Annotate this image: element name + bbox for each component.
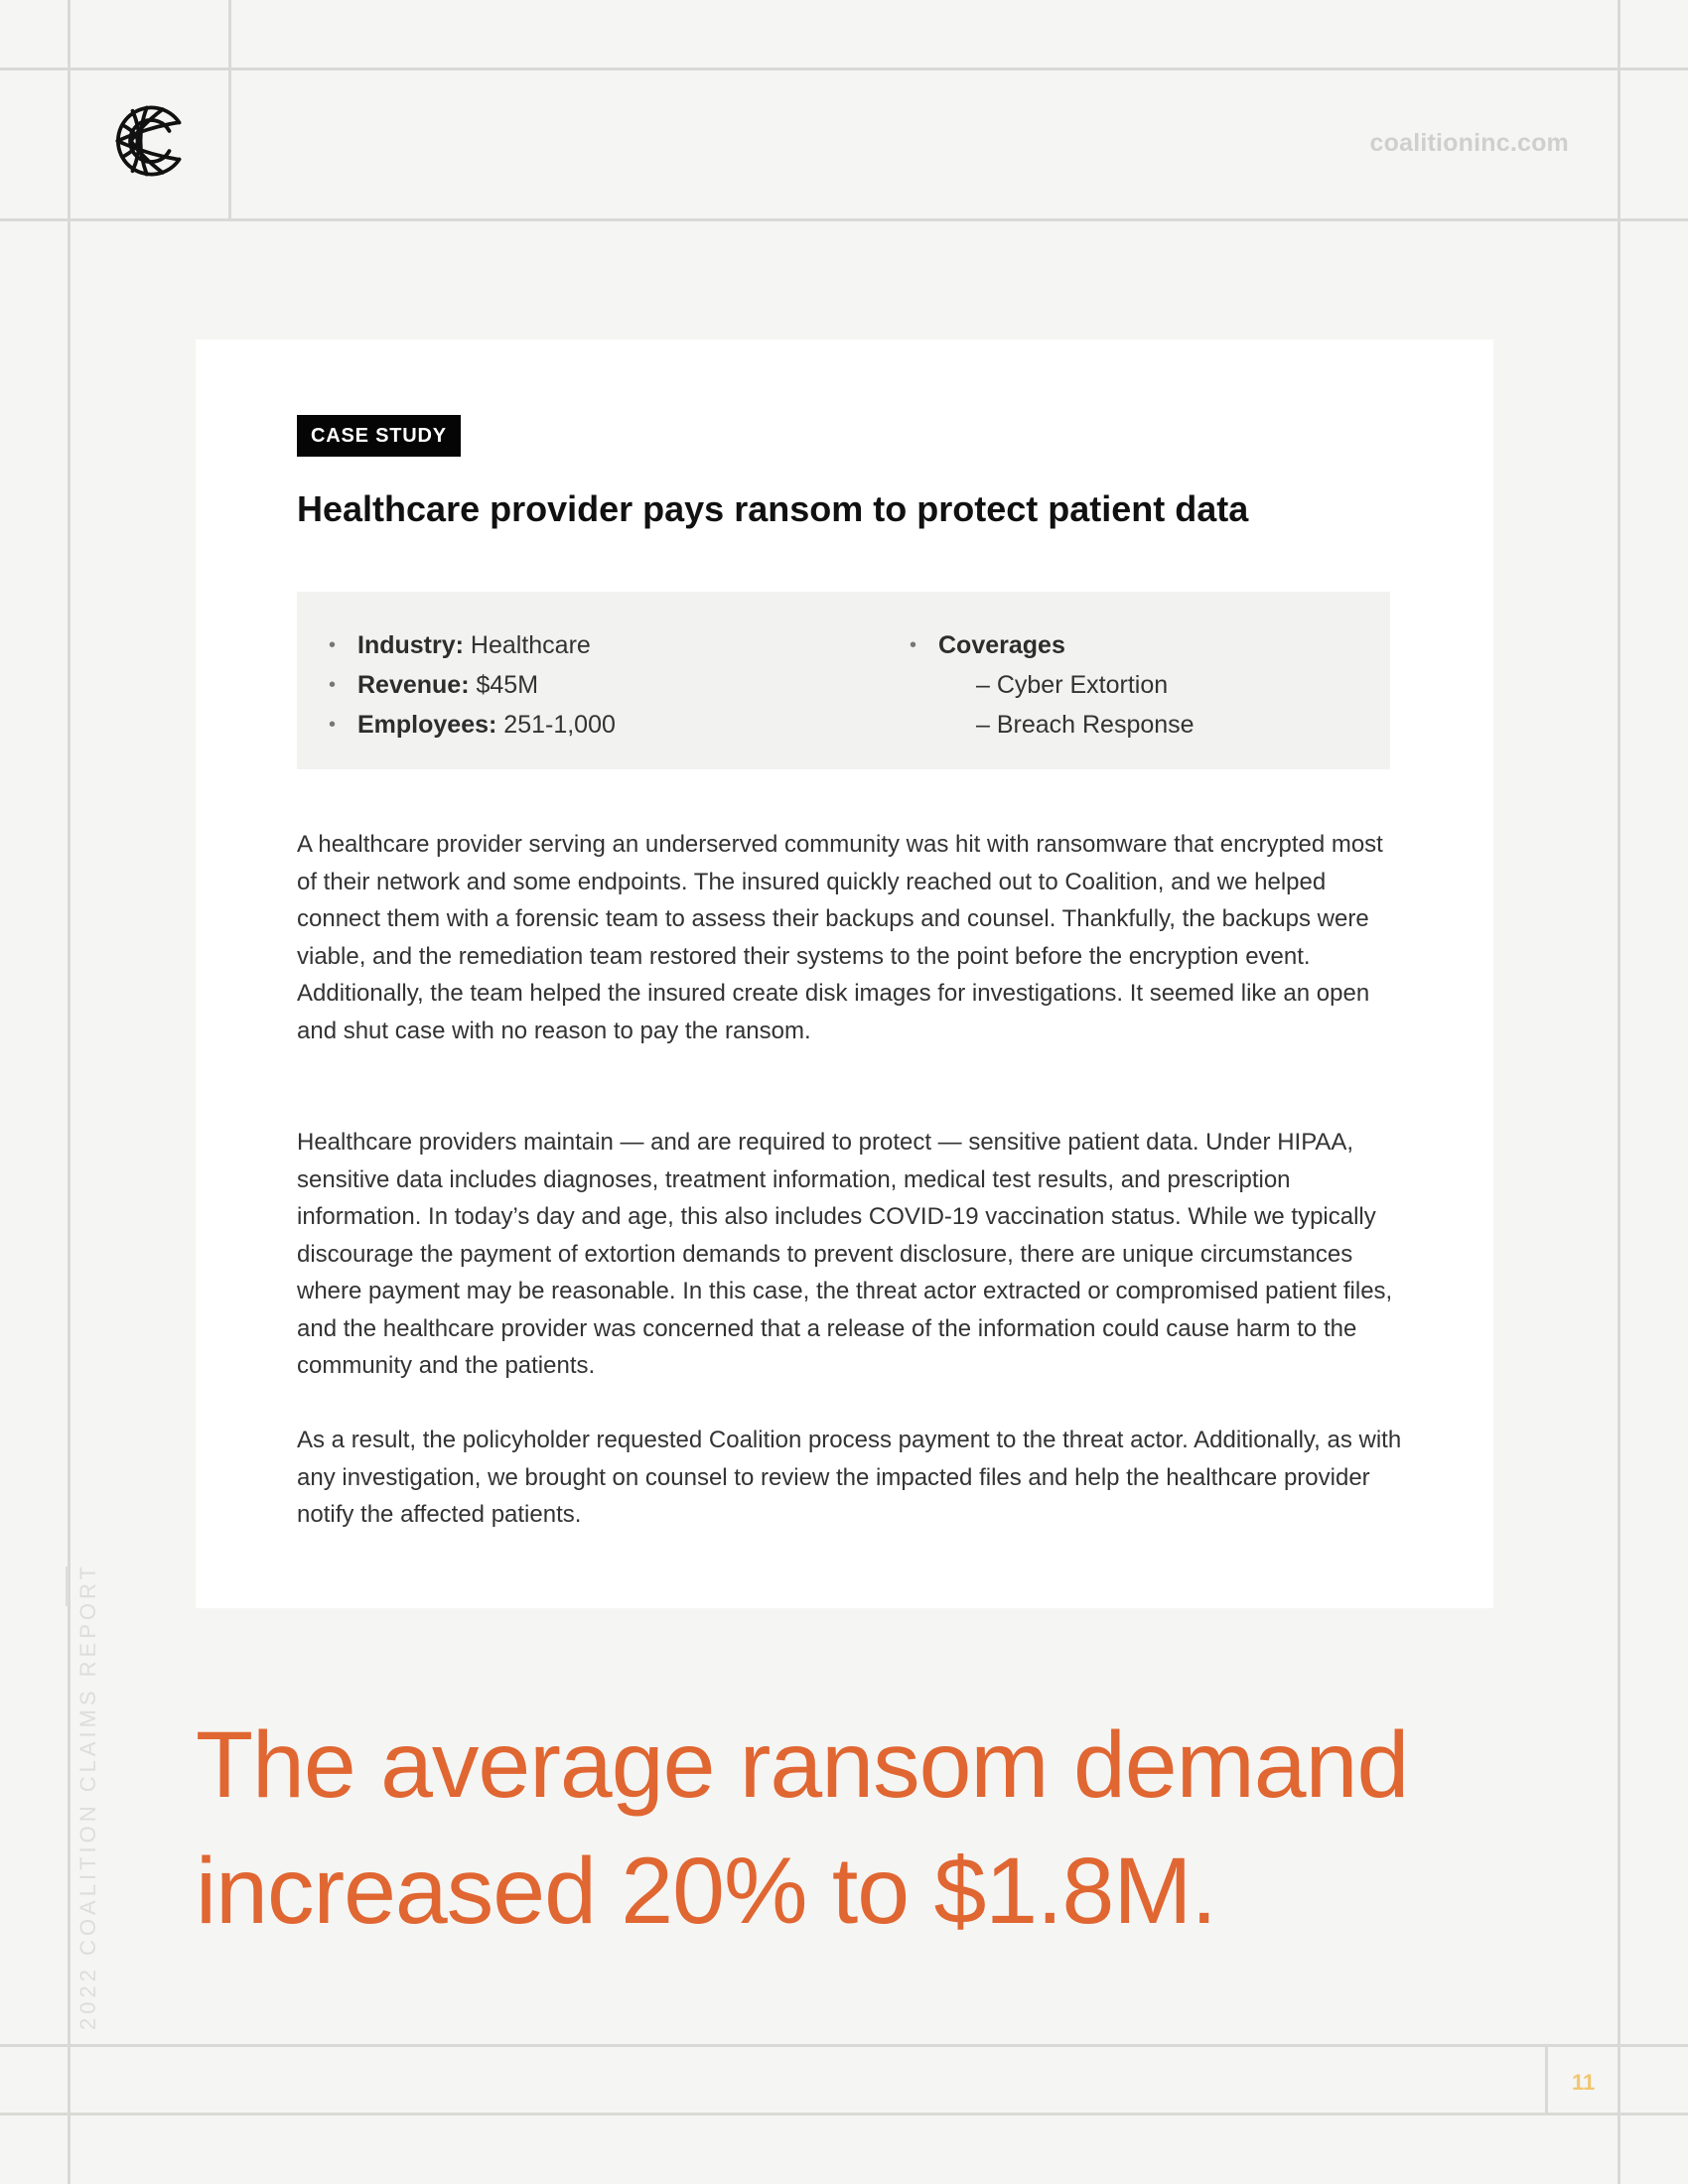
- coverages-list: [910, 625, 1195, 745]
- page-number: 11: [1572, 2070, 1596, 2095]
- grid-line-page-divider: [1545, 2044, 1548, 2114]
- grid-line-logo-divider: [228, 0, 231, 218]
- company-facts-box: [297, 592, 1390, 769]
- case-study-tag: CASE STUDY: [297, 415, 461, 457]
- grid-line-footer: [0, 2044, 1688, 2047]
- coverage-item: – Cyber Extortion: [976, 671, 1169, 699]
- grid-line-right: [1618, 0, 1620, 2184]
- case-study-paragraph: As a result, the policyholder requested Coalition process payment to the threat actor. Additionally, as with any investigation, we brought on counsel to review the impacted files and help the healthcare provider notify the affected patients.: [297, 1427, 1402, 1528]
- coalition-logo[interactable]: [109, 99, 193, 183]
- coverage-item: – Breach Response: [976, 711, 1195, 739]
- grid-line-top: [0, 68, 1688, 70]
- case-study-title: Healthcare provider pays ransom to protect patient data: [297, 488, 1249, 529]
- fact-revenue: • Revenue: $45M: [329, 665, 616, 705]
- fact-industry: • Industry: Healthcare: [329, 625, 616, 665]
- grid-line-bottom: [0, 2113, 1688, 2116]
- coalition-logo-icon: [109, 99, 193, 183]
- grid-line-header: [0, 218, 1688, 221]
- case-study-paragraph: Healthcare providers maintain — and are required to protect — sensitive patient data. Under HIPAA, sensitive data includes diagnoses, treatment information, medical test results, and prescription information. In today’s day and age, this also includes COVID-19 vaccination status. While we typically discourage the payment of extortion demands to prevent disclosure, there are unique circumstances where payment may be reasonable. In this case, the threat actor extracted or compromised patient files, and the healthcare provider was concerned that a release of the information could cause harm to the community and the patients.: [297, 1129, 1393, 1379]
- report-side-label: 2022 COALITION CLAIMS REPORT: [75, 1562, 100, 2030]
- fact-employees: • Employees: 251-1,000: [329, 705, 616, 745]
- side-label-dash: [66, 1567, 69, 1606]
- case-study-card: [196, 340, 1493, 1608]
- case-study-paragraph: A healthcare provider serving an underserved community was hit with ransomware that encrypted most of their network and some endpoints. The insured quickly reached out to Coalition, and we helped connect them with a forensic team to assess their backups and counsel. Thankfully, the backups were viable, and the remediation team restored their systems to the point before the encryption event. Additionally, the team helped the insured create disk images for investigations. It seemed like an open and shut case with no reason to pay the ransom.: [297, 831, 1383, 1044]
- ransom-demand-callout: The average ransom demand increased 20% to $1.8M.: [196, 1712, 1409, 1944]
- coverages-heading: • Coverages: [910, 625, 1195, 665]
- website-url[interactable]: coalitioninc.com: [1369, 129, 1569, 157]
- grid-line-left: [68, 0, 70, 2184]
- company-facts-list: [329, 625, 616, 745]
